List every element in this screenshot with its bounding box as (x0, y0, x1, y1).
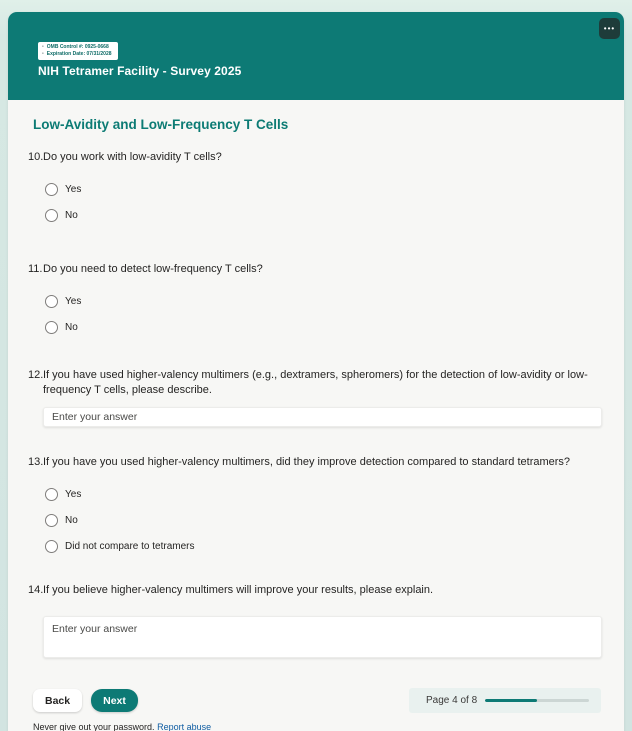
radio-option-label[interactable]: No (65, 209, 78, 221)
radio-circle-icon[interactable] (45, 183, 58, 196)
radio-option[interactable] (45, 182, 601, 196)
page-status: Page 4 of 8 (426, 695, 478, 706)
answer-text-input[interactable] (43, 407, 602, 427)
radio-circle-icon[interactable] (45, 321, 58, 334)
radio-option[interactable] (45, 487, 601, 501)
question-number: 14. (28, 584, 44, 596)
radio-circle-icon[interactable] (45, 540, 58, 553)
question-12 (28, 368, 601, 427)
section-title: Low-Avidity and Low-Frequency T Cells (33, 117, 289, 132)
expiration-line (42, 51, 112, 58)
radio-option-label[interactable]: Yes (65, 295, 82, 307)
question-number: 12. (28, 369, 44, 381)
radio-option-label[interactable]: No (65, 514, 78, 526)
question-13 (28, 455, 601, 553)
question-text: Do you work with low-avidity T cells? (43, 151, 222, 163)
question-10-options (45, 182, 601, 222)
omb-badge (38, 42, 118, 60)
form-content (8, 100, 624, 731)
form-card (8, 12, 624, 731)
question-11 (28, 262, 601, 334)
question-text: If you believe higher-valency multimers will improve your results, please explain. (43, 584, 434, 596)
more-options-icon: ••• (603, 24, 616, 33)
question-13-options (45, 487, 601, 553)
password-warning: Never give out your password. (33, 722, 155, 731)
expiration-text: Expiration Date: 07/31/2028 (46, 51, 112, 57)
radio-option[interactable] (45, 294, 601, 308)
more-options-button[interactable] (599, 18, 620, 39)
form-title: NIH Tetramer Facility - Survey 2025 (38, 64, 242, 78)
question-text: If you have you used higher-valency multimers, did they improve detection compared to standard tetramers? (43, 456, 571, 468)
question-text: If you have used higher-valency multimers (e.g., dextramers, spheromers) for the detection of low-avidity or low-frequency T cells, please describe. (43, 369, 588, 396)
question-number: 13. (28, 456, 44, 468)
radio-option-label[interactable]: No (65, 321, 78, 333)
radio-option-label[interactable]: Did not compare to tetramers (65, 540, 195, 552)
form-header (8, 12, 624, 100)
legal-note (33, 722, 601, 731)
question-10 (28, 150, 601, 222)
question-number: 10. (28, 151, 44, 163)
radio-circle-icon[interactable] (45, 488, 58, 501)
next-button[interactable]: Next (91, 689, 138, 712)
radio-circle-icon[interactable] (45, 209, 58, 222)
omb-control-line (42, 44, 112, 51)
question-text: Do you need to detect low-frequency T cells? (43, 263, 263, 275)
question-14 (28, 583, 601, 658)
question-11-options (45, 294, 601, 334)
question-number: 11. (28, 263, 43, 275)
bullet-icon: • (42, 51, 44, 57)
navigation-row (33, 688, 601, 713)
radio-option[interactable] (45, 513, 601, 527)
report-abuse-link[interactable]: Report abuse (157, 722, 212, 731)
radio-circle-icon[interactable] (45, 514, 58, 527)
back-button[interactable]: Back (33, 689, 82, 712)
radio-option[interactable] (45, 539, 601, 553)
radio-circle-icon[interactable] (45, 295, 58, 308)
progress-bar (485, 699, 589, 702)
bullet-icon: • (42, 44, 44, 50)
pagination-box (409, 688, 601, 713)
radio-option-label[interactable]: Yes (65, 488, 82, 500)
radio-option[interactable] (45, 208, 601, 222)
radio-option-label[interactable]: Yes (65, 183, 82, 195)
radio-option[interactable] (45, 320, 601, 334)
answer-textarea[interactable] (43, 616, 602, 658)
progress-fill (485, 699, 537, 702)
omb-control-text: OMB Control #: 0925-0668 (46, 44, 109, 50)
nav-buttons (33, 689, 138, 712)
